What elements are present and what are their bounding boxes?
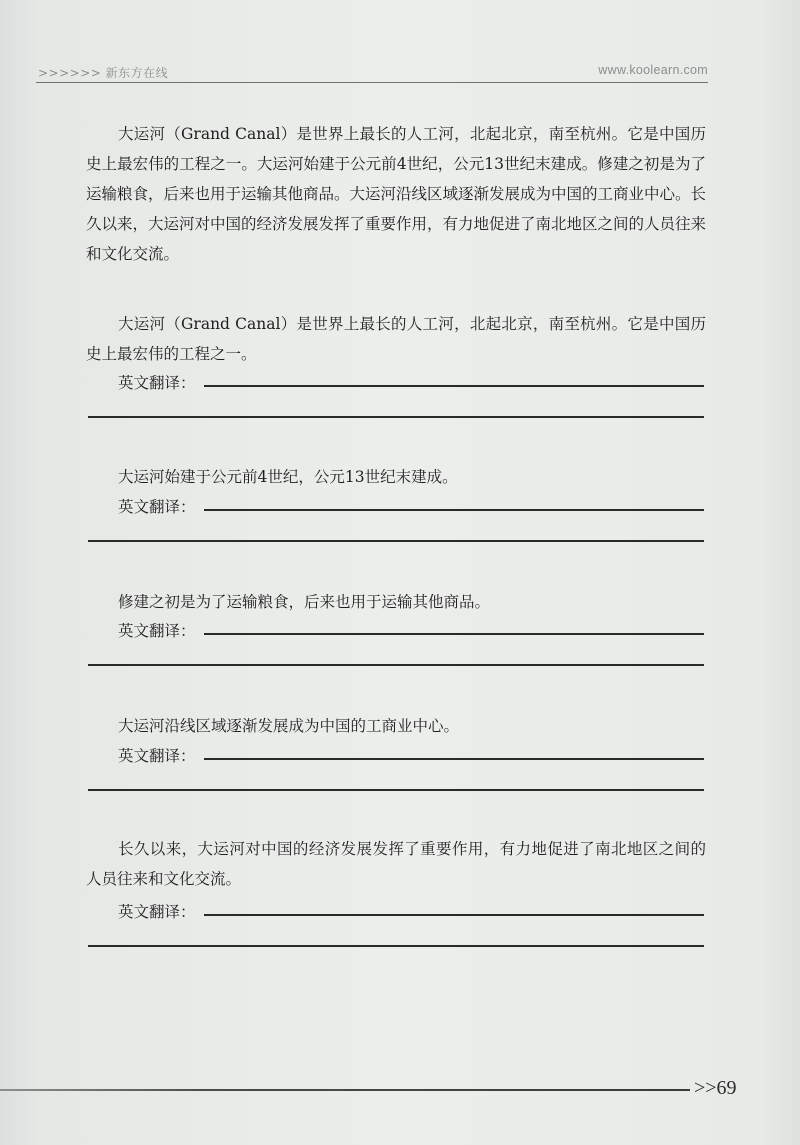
exercise-1-translation-label: 英文翻译： <box>118 374 196 392</box>
exercise-4-answer-line-1[interactable] <box>204 758 704 760</box>
exercise-3-answer-line-2[interactable] <box>88 664 704 666</box>
exercise-2-answer-line-1[interactable] <box>204 509 704 511</box>
full-passage: 大运河（Grand Canal）是世界上最长的人工河，北起北京，南至杭州。它是中国历史上最宏伟的工程之一。大运河始建于公元前4世纪，公元13世纪末建成。修建之初是为了运输粮食，后来也用于运输其他商品。大运河沿线区域逐渐发展成为中国的工商业中心。长久以来，大运河对中国的经济发展发挥了重要作用，有力地促进了南北地区之间的人员往来和文化交流。 <box>86 125 707 263</box>
page-number: >>69 <box>694 1077 737 1099</box>
header-divider <box>36 82 708 83</box>
exercise-4-source-text: 大运河沿线区域逐渐发展成为中国的工商业中心。 <box>118 717 460 735</box>
exercise-3-source-text: 修建之初是为了运输粮食，后来也用于运输其他商品。 <box>118 593 491 611</box>
exercise-1-answer-line-2[interactable] <box>88 416 704 418</box>
exercise-4-translation-label: 英文翻译： <box>118 747 196 765</box>
exercise-2-translation-label: 英文翻译： <box>118 498 196 516</box>
header-website: www.koolearn.com <box>598 63 708 77</box>
exercise-5-answer-line-2[interactable] <box>88 945 704 947</box>
exercise-3-answer-line-1[interactable] <box>204 633 704 635</box>
exercise-1-answer-line-1[interactable] <box>204 385 704 387</box>
exercise-2-source-text: 大运河始建于公元前4世纪，公元13世纪末建成。 <box>118 468 458 486</box>
exercise-5-source-text: 长久以来，大运河对中国的经济发展发挥了重要作用，有力地促进了南北地区之间的人员往来和文化交流。 <box>86 840 706 888</box>
exercise-5-answer-line-1[interactable] <box>204 914 704 916</box>
exercise-5-translation-label: 英文翻译： <box>118 903 196 921</box>
exercise-4-answer-line-2[interactable] <box>88 789 704 791</box>
footer-divider <box>0 1089 690 1091</box>
exercise-2-answer-line-2[interactable] <box>88 540 704 542</box>
exercise-1-source-text: 大运河（Grand Canal）是世界上最长的人工河，北起北京，南至杭州。它是中国历史上最宏伟的工程之一。 <box>86 315 706 363</box>
exercise-3-translation-label: 英文翻译： <box>118 622 196 640</box>
header-section-title: >>>>>> 新东方在线 <box>38 66 169 80</box>
